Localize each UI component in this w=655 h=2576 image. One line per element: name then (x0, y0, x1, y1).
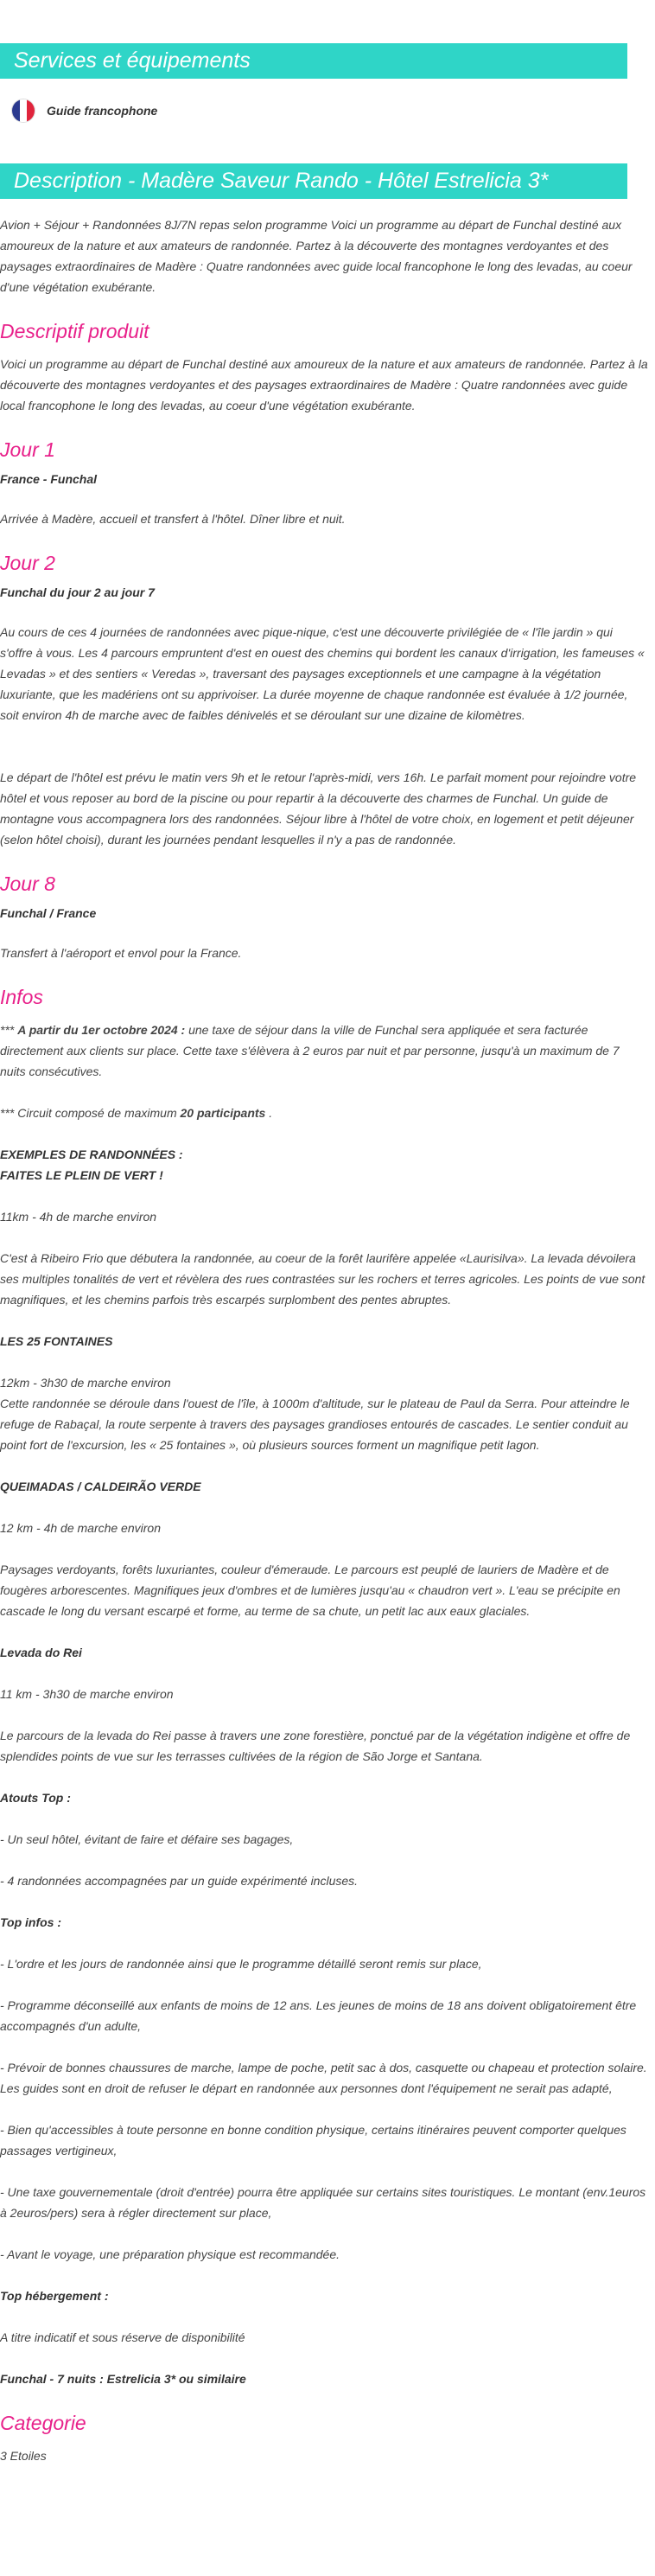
rando4-duration: 11 km - 3h30 de marche environ (0, 1687, 174, 1701)
top-info-6: - Avant le voyage, une préparation physique est recommandée. (0, 2247, 340, 2261)
jour1-heading: Jour 1 (0, 438, 55, 461)
rando3-text: Paysages verdoyants, forêts luxuriantes, couleur d'émeraude. Le parcours est peuplé de lauriers de Madère et de fougères arborescentes. Magnifiques jeux d'ombres et de lumières jusqu'au « chaudron vert ». L'eau se précipite en cascade le long du versant escarpé et forme, au terme de sa chute, un petit lac aux eaux glaciales. (0, 1563, 620, 1618)
rando1-duration: 11km - 4h de marche environ (0, 1210, 157, 1224)
french-flag-icon (12, 99, 35, 122)
jour2-text-1: Au cours de ces 4 journées de randonnées avec pique-nique, c'est une découverte privilégiée de « l'île jardin » qui s'offre à vous. Les 4 parcours empruntent d'est en ouest des chemins qui bordent les canaux d'irrigation, les fameuses « Levadas » et des sentiers « Veredas », traversant des paysages exceptionnels et une campagne à la végétation luxuriante, que les madériens ont su apprivoiser. La durée moyenne de chaque randonnée est évaluée à 1/2 journée, soit environ 4h de marche avec de faibles dénivelés et se déroulant sur une dizaine de kilomètres. (0, 625, 645, 722)
jour2-heading: Jour 2 (0, 552, 55, 574)
description-intro: Avion + Séjour + Randonnées 8J/7N repas selon programme Voici un programme au départ de Funchal destiné aux amoureux de la nature et aux amateurs de randonnée. Partez à la découverte des montagnes verdoyantes et des paysages extraordinaires de Madère : Quatre randonnées avec guide local francophone le long des levadas, au coeur d'une végétation exubérante. (0, 218, 633, 294)
tax-prefix: *** (0, 1023, 18, 1037)
rando3-title: QUEIMADAS / CALDEIRÃO VERDE (0, 1480, 201, 1493)
jour8-text: Transfert à l'aéroport et envol pour la France. (0, 946, 242, 960)
top-info-2: - Programme déconseillé aux enfants de moins de 12 ans. Les jeunes de moins de 18 ans doivent obligatoirement être accompagnés d'un adulte, (0, 1998, 637, 2033)
rando3-duration: 12 km - 4h de marche environ (0, 1521, 161, 1535)
hebergement-title: Top hébergement : (0, 2289, 109, 2303)
jour2-text-2: Le départ de l'hôtel est prévu le matin vers 9h et le retour l'après-midi, vers 16h. Le parfait moment pour rejoindre votre hôtel et vous reposer au bord de la piscine ou pour repartir à la découverte des charmes de Funchal. Un guide de montagne vous accompagnera lors des randonnées. Séjour libre à l'hôtel de votre choix, en logement et petit déjeuner (selon hôtel choisi), durant les journées pendant lesquelles il n'y a pas de randonnée. (0, 770, 637, 847)
services-title: Services et équipements (14, 48, 251, 73)
top-info-3: - Prévoir de bonnes chaussures de marche, lampe de poche, petit sac à dos, casquette ou chapeau et protection solaire. Les guides sont en droit de refuser le départ en randonnée aux personnes dont l'équipement ne serait pas adapté, (0, 2061, 647, 2095)
jour1-subtitle: France - Funchal (0, 472, 98, 486)
description-title: Description - Madère Saveur Rando - Hôtel Estrelicia 3* (14, 169, 549, 193)
categorie-value: 3 Etoiles (0, 2449, 47, 2463)
description-banner (0, 163, 627, 199)
guide-label: Guide francophone (47, 104, 158, 118)
hebergement-hotel: Funchal - 7 nuits : Estrelicia 3* ou similaire (0, 2372, 246, 2386)
circuit-info (0, 1103, 648, 1123)
guide-row (12, 98, 655, 124)
jour1-text: Arrivée à Madère, accueil et transfert à l'hôtel. Dîner libre et nuit. (0, 512, 346, 526)
examples-title: EXEMPLES DE RANDONNÉES : (0, 1147, 183, 1161)
circuit-suffix: . (265, 1106, 273, 1120)
jour8-heading: Jour 8 (0, 873, 55, 895)
rando4-text: Le parcours de la levada do Rei passe à travers une zone forestière, ponctué par de la végétation indigène et offre de splendides points de vue sur les terrasses cultivées de la région de São Jorge et Santana. (0, 1729, 631, 1763)
tax-date: A partir du 1er octobre 2024 : (17, 1023, 186, 1037)
tax-rest: une taxe de séjour dans la ville de Funchal sera appliquée et sera facturée directement aux clients sur place. Cette taxe s'élèvera à 2 euros par nuit et par personne, jusqu'à un maximum de 7 nuits consécutives. (0, 1023, 620, 1078)
rando2-text: Cette randonnée se déroule dans l'ouest de l'île, à 1000m d'altitude, sur le plateau de Paul da Serra. Pour atteindre le refuge de Rabaçal, la route serpente à travers des paysages grandioses entourés de cascades. Le sentier conduit au point fort de l'excursion, les « 25 fontaines », où plusieurs sources forment un magnifique petit lagon. (0, 1397, 630, 1452)
jour2-subtitle: Funchal du jour 2 au jour 7 (0, 585, 155, 599)
top-infos-title: Top infos : (0, 1915, 62, 1929)
rando2-duration: 12km - 3h30 de marche environ (0, 1376, 171, 1390)
rando1-text: C'est à Ribeiro Frio que débutera la randonnée, au coeur de la forêt laurifère appelée «Laurisilva». La levada dévoilera ses multiples tonalités de vert et révèlera des rues contrastées sur les rochers et terres agricoles. Les points de vue sont magnifiques, et les chemins parfois très escarpés surplombent des pentes abruptes. (0, 1251, 645, 1307)
atout-2: - 4 randonnées accompagnées par un guide expérimenté incluses. (0, 1874, 359, 1888)
tax-info (0, 1020, 648, 1082)
page (0, 43, 655, 2501)
top-info-1: - L'ordre et les jours de randonnée ainsi que le programme détaillé seront remis sur place, (0, 1957, 482, 1971)
infos-heading: Infos (0, 986, 43, 1008)
descriptif-text: Voici un programme au départ de Funchal destiné aux amoureux de la nature et aux amateurs de randonnée. Partez à la découverte des montagnes verdoyantes et des paysages extraordinaires de Madère : Quatre randonnées avec guide local francophone le long des levadas, au coeur d'une végétation exubérante. (0, 357, 648, 412)
examples-subtitle: FAITES LE PLEIN DE VERT ! (0, 1168, 163, 1182)
hebergement-text: A titre indicatif et sous réserve de disponibilité (0, 2330, 245, 2344)
categorie-heading: Categorie (0, 2412, 86, 2434)
jour8-subtitle: Funchal / France (0, 906, 97, 920)
atout-1: - Un seul hôtel, évitant de faire et défaire ses bagages, (0, 1832, 294, 1846)
rando4-title: Levada do Rei (0, 1646, 82, 1659)
services-banner (0, 43, 627, 79)
rando2-title: LES 25 FONTAINES (0, 1334, 113, 1348)
top-info-4: - Bien qu'accessibles à toute personne en bonne condition physique, certains itinéraires peuvent comporter quelques passages vertigineux, (0, 2123, 626, 2157)
top-info-5: - Une taxe gouvernementale (droit d'entrée) pourra être appliquée sur certains sites touristiques. Le montant (env.1euros à 2euros/pers) sera à régler directement sur place, (0, 2185, 646, 2220)
circuit-prefix: *** Circuit composé de maximum (0, 1106, 181, 1120)
circuit-participants: 20 participants (180, 1106, 266, 1120)
atouts-title: Atouts Top : (0, 1791, 71, 1805)
content (0, 214, 655, 2466)
descriptif-heading: Descriptif produit (0, 320, 149, 342)
